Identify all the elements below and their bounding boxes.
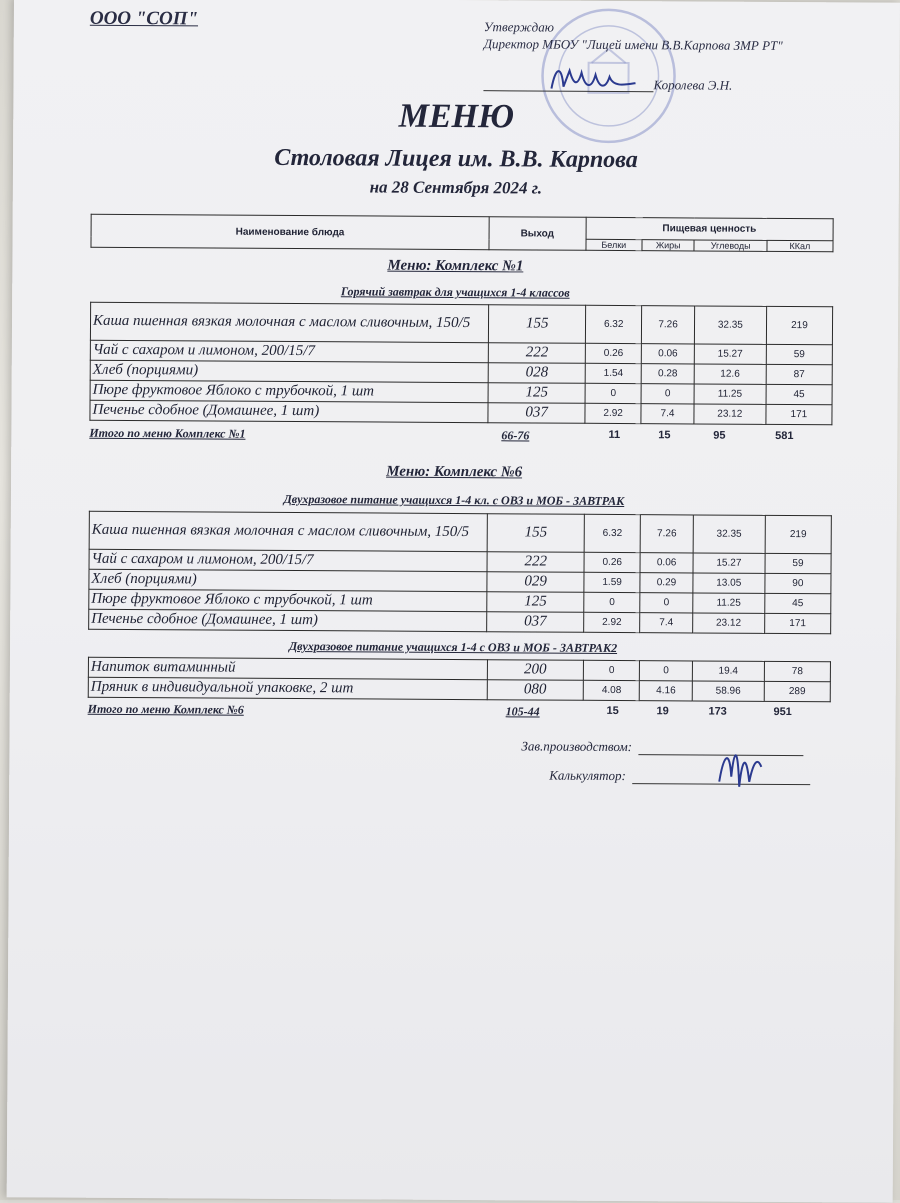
dish-fats: 0.06 (640, 553, 693, 573)
dish-carbs: 32.35 (693, 515, 765, 553)
dish-proteins: 6.32 (584, 514, 641, 552)
section1-table (89, 302, 833, 426)
dish-kcal: 90 (765, 573, 831, 593)
header-nutrition: Пищевая ценность (586, 217, 834, 241)
total-label: Итого по меню Комплекс №1 (89, 425, 246, 441)
section2-group2-title: Двухразовое питание учащихся 1-4 с ОВЗ и МОБ - ЗАВТРАК2 (288, 638, 618, 655)
dish-output: 200 (487, 660, 584, 681)
dish-proteins: 0 (584, 660, 640, 680)
dish-kcal: 45 (765, 593, 831, 613)
dish-carbs: 15.27 (694, 344, 766, 364)
organization-name: ООО "СОП" (89, 7, 199, 30)
calculator-line (549, 768, 810, 786)
dish-proteins: 2.92 (585, 403, 641, 423)
approval-block (484, 18, 814, 54)
header-kcal: ККал (767, 240, 833, 251)
section1-total (89, 426, 832, 447)
dish-proteins: 0 (585, 383, 641, 403)
table-header (90, 214, 833, 253)
dish-kcal: 289 (764, 681, 830, 701)
table-row (90, 400, 832, 425)
section1-title: Меню: Комплекс №1 (387, 257, 524, 275)
total-kcal: 951 (773, 705, 792, 719)
section1-group-title: Горячий завтрак для учащихся 1-4 классов (340, 284, 570, 300)
dish-kcal: 59 (765, 553, 831, 573)
dish-output: 155 (488, 514, 585, 553)
calculator-label: Калькулятор: (549, 767, 626, 784)
header-fats: Жиры (642, 240, 695, 251)
dish-proteins: 4.08 (583, 680, 639, 700)
total-proteins: 11 (608, 428, 621, 442)
dish-kcal: 87 (766, 364, 832, 384)
dish-carbs: 23.12 (692, 613, 764, 633)
page-subtitle: Столовая Лицея им. В.В. Карпова (274, 144, 638, 174)
dish-name: Пюре фруктовое Яблоко с трубочкой, 1 шт (90, 380, 489, 402)
production-manager-label: Зав.производством: (521, 738, 633, 755)
total-label: Итого по меню Комплекс №6 (87, 701, 244, 717)
dish-fats: 4.16 (640, 681, 693, 701)
dish-carbs: 19.4 (692, 661, 764, 681)
dish-fats: 0 (641, 384, 694, 404)
dish-fats: 0 (640, 593, 693, 613)
dish-fats: 0.29 (640, 573, 693, 593)
dish-output: 125 (487, 592, 584, 613)
total-carbs: 173 (708, 705, 727, 718)
director-signature (543, 59, 643, 100)
menu-date: на 28 Сентября 2024 г. (369, 177, 543, 198)
total-output: 105-44 (505, 704, 540, 719)
dish-fats: 7.4 (640, 613, 693, 633)
dish-fats: 0.06 (642, 344, 695, 364)
dish-fats: 7.4 (641, 404, 694, 424)
dish-kcal: 219 (766, 306, 832, 344)
total-fats: 15 (658, 429, 671, 442)
dish-proteins: 1.59 (584, 572, 640, 592)
dish-kcal: 45 (766, 384, 832, 404)
dish-carbs: 13.05 (693, 573, 765, 593)
total-fats: 19 (656, 705, 669, 718)
dish-kcal: 171 (766, 404, 832, 424)
dish-name: Каша пшенная вязкая молочная с маслом сливочным, 150/5 (90, 302, 489, 342)
dish-name: Чай с сахаром и лимоном, 200/15/7 (89, 549, 488, 571)
header-dish-name: Наименование блюда (91, 214, 489, 249)
header-proteins: Белки (586, 239, 642, 250)
total-kcal: 581 (775, 429, 794, 443)
dish-output: 037 (488, 403, 585, 424)
dish-name: Печенье сдобное (Домашнее, 1 шт) (89, 609, 488, 631)
dish-proteins: 0.26 (584, 552, 640, 572)
dish-fats: 0 (640, 661, 693, 681)
dish-output: 028 (489, 363, 586, 384)
total-proteins: 15 (606, 704, 619, 718)
table-row (89, 609, 831, 634)
table-row (90, 302, 832, 345)
dish-proteins: 0 (584, 592, 640, 612)
dish-kcal: 219 (765, 515, 831, 553)
dish-kcal: 59 (766, 344, 832, 364)
dish-kcal: 171 (765, 613, 831, 633)
section2-total (88, 702, 831, 723)
dish-carbs: 58.96 (692, 681, 764, 701)
dish-name: Хлеб (порциями) (90, 360, 489, 382)
dish-output: 125 (488, 383, 585, 404)
total-output: 66-76 (501, 428, 530, 443)
table-row (88, 677, 830, 702)
header-carbs: Углеводы (694, 240, 766, 251)
handwritten-signature (709, 727, 769, 797)
page-title: МЕНЮ (398, 97, 515, 136)
dish-proteins: 0.26 (585, 343, 641, 363)
dish-fats: 7.26 (642, 306, 695, 344)
header-output: Выход (489, 217, 586, 251)
dish-proteins: 1.54 (585, 363, 641, 383)
dish-name: Напиток витаминный (88, 657, 487, 679)
dish-fats: 0.28 (642, 364, 695, 384)
dish-carbs: 11.25 (693, 593, 765, 613)
section2-table2 (88, 657, 831, 703)
dish-output: 222 (489, 343, 586, 364)
dish-name: Пюре фруктовое Яблоко с трубочкой, 1 шт (89, 589, 488, 611)
dish-name: Каша пшенная вязкая молочная с маслом сливочным, 150/5 (89, 511, 488, 551)
director-name: Королева Э.Н. (653, 77, 733, 93)
dish-fats: 7.26 (640, 515, 693, 553)
table-row (89, 511, 831, 554)
dish-proteins: 2.92 (584, 612, 640, 632)
dish-output: 037 (487, 612, 584, 633)
dish-carbs: 11.25 (694, 384, 766, 404)
dish-carbs: 15.27 (693, 553, 765, 573)
menu-sheet (7, 0, 900, 1203)
total-carbs: 95 (713, 429, 726, 442)
dish-output: 029 (487, 572, 584, 593)
approve-position: Директор МБОУ "Лицей имени В.В.Карпова ЗМР РТ" (483, 36, 783, 53)
dish-carbs: 32.35 (694, 306, 766, 344)
dish-name: Пряник в индивидуальной упаковке, 2 шт (88, 677, 487, 699)
section2-table (88, 511, 832, 635)
dish-name: Печенье сдобное (Домашнее, 1 шт) (90, 400, 489, 422)
dish-output: 155 (489, 305, 586, 344)
dish-output: 222 (487, 552, 584, 573)
dish-output: 080 (487, 680, 584, 701)
section2-title: Меню: Комплекс №6 (386, 463, 523, 481)
dish-proteins: 6.32 (585, 305, 642, 343)
dish-name: Хлеб (порциями) (89, 569, 488, 591)
dish-carbs: 23.12 (694, 404, 766, 424)
section2-group-title: Двухразовое питание учащихся 1-4 кл. с ОВЗ и МОБ - ЗАВТРАК (283, 491, 625, 509)
dish-kcal: 78 (764, 661, 830, 681)
dish-name: Чай с сахаром и лимоном, 200/15/7 (90, 340, 489, 362)
approve-label: Утверждаю (483, 19, 554, 35)
dish-carbs: 12.6 (694, 364, 766, 384)
